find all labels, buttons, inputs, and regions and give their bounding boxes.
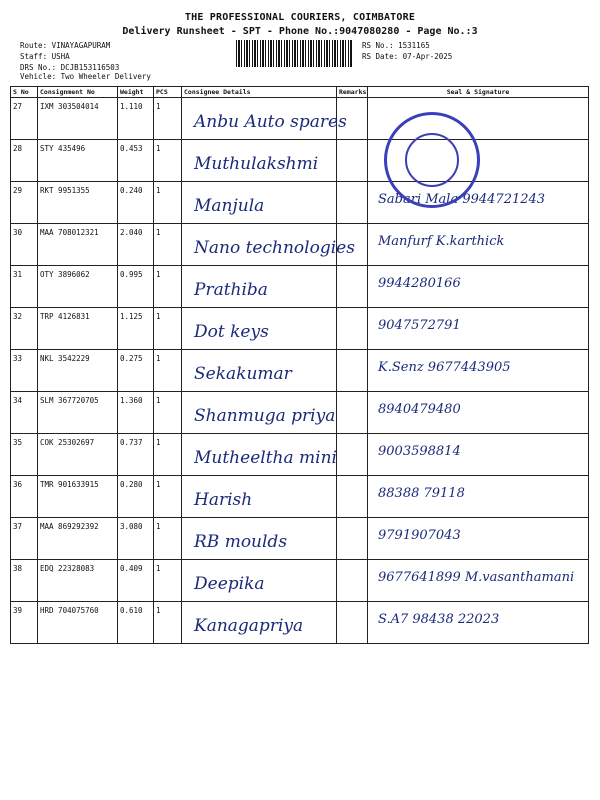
cell-consignee — [182, 476, 337, 518]
cell-remarks — [337, 266, 368, 308]
col-consignee: Consignee Details — [182, 87, 337, 98]
cell-remarks — [337, 476, 368, 518]
table-row — [11, 140, 589, 182]
cell-consignee — [182, 308, 337, 350]
cell-signature — [368, 518, 589, 560]
cell-consignment: COK 25302697 — [38, 434, 118, 476]
cell-pcs: 1 — [154, 434, 182, 476]
cell-pcs: 1 — [154, 224, 182, 266]
cell-remarks — [337, 434, 368, 476]
cell-consignment: MAA 869292392 — [38, 518, 118, 560]
table-row — [11, 476, 589, 518]
handwritten-signature: 9047572791 — [378, 318, 461, 333]
cell-consignee — [182, 392, 337, 434]
cell-signature — [368, 476, 589, 518]
cell-weight: 3.080 — [118, 518, 154, 560]
col-sno: S No — [11, 87, 38, 98]
cell-consignment: TRP 4126831 — [38, 308, 118, 350]
handwritten-consignee: Kanagapriya — [194, 616, 304, 636]
company-title: THE PROFESSIONAL COURIERS, COIMBATORE — [184, 12, 416, 23]
cell-consignee — [182, 140, 337, 182]
cell-signature — [368, 266, 589, 308]
cell-weight: 0.453 — [118, 140, 154, 182]
cell-pcs: 1 — [154, 476, 182, 518]
cell-signature — [368, 392, 589, 434]
runsheet-meta-right — [362, 40, 452, 62]
cell-remarks — [337, 140, 368, 182]
cell-consignee — [182, 518, 337, 560]
handwritten-consignee: Nano technologies — [194, 238, 355, 258]
cell-remarks — [337, 182, 368, 224]
cell-consignee — [182, 350, 337, 392]
cell-consignee — [182, 266, 337, 308]
cell-pcs: 1 — [154, 140, 182, 182]
barcode — [236, 40, 352, 67]
cell-pcs: 1 — [154, 350, 182, 392]
handwritten-consignee: Anbu Auto spares — [194, 112, 347, 132]
cell-sno: 37 — [11, 518, 38, 560]
handwritten-signature: 9003598814 — [378, 444, 461, 459]
cell-sno: 38 — [11, 560, 38, 602]
cell-remarks — [337, 518, 368, 560]
company-seal-stamp — [384, 112, 480, 208]
cell-sno: 31 — [11, 266, 38, 308]
handwritten-consignee: Shanmuga priya — [194, 406, 336, 426]
cell-remarks — [337, 392, 368, 434]
cell-remarks — [337, 308, 368, 350]
runsheet-subtitle: Delivery Runsheet - SPT - Phone No.:9047080280 - Page No.:3 — [122, 26, 478, 37]
handwritten-consignee: Muthulakshmi — [194, 154, 319, 174]
handwritten-signature: Sabari Mala 9944721243 — [378, 192, 546, 207]
cell-pcs: 1 — [154, 308, 182, 350]
drs-label: DRS No.: DCJB153116503 — [20, 63, 120, 72]
cell-consignment: RKT 9951355 — [38, 182, 118, 224]
cell-pcs: 1 — [154, 560, 182, 602]
table-row — [11, 182, 589, 224]
cell-sno: 35 — [11, 434, 38, 476]
handwritten-consignee: Mutheeltha mini — [194, 448, 337, 468]
cell-consignment: EDQ 22328083 — [38, 560, 118, 602]
cell-sno: 36 — [11, 476, 38, 518]
cell-weight: 0.995 — [118, 266, 154, 308]
col-remarks: Remarks — [337, 87, 368, 98]
cell-pcs: 1 — [154, 98, 182, 140]
table-row — [11, 308, 589, 350]
cell-remarks — [337, 602, 368, 644]
handwritten-signature: S.A7 98438 22023 — [378, 612, 500, 627]
cell-consignment: MAA 708012321 — [38, 224, 118, 266]
cell-consignee — [182, 182, 337, 224]
handwritten-consignee: Prathiba — [194, 280, 268, 300]
cell-consignee — [182, 602, 337, 644]
table-row — [11, 350, 589, 392]
cell-signature — [368, 434, 589, 476]
handwritten-consignee: Sekakumar — [194, 364, 292, 384]
cell-consignment: STY 435496 — [38, 140, 118, 182]
cell-pcs: 1 — [154, 392, 182, 434]
cell-signature — [368, 308, 589, 350]
table-row — [11, 98, 589, 140]
cell-signature — [368, 560, 589, 602]
cell-signature — [368, 350, 589, 392]
cell-weight: 0.240 — [118, 182, 154, 224]
seal-inner-ring — [405, 133, 459, 187]
cell-sno: 33 — [11, 350, 38, 392]
col-signature: Seal & Signature — [368, 87, 589, 98]
table-row — [11, 602, 589, 644]
handwritten-signature: 9944280166 — [378, 276, 461, 291]
cell-weight: 1.110 — [118, 98, 154, 140]
handwritten-consignee: Deepika — [194, 574, 265, 594]
table-row — [11, 392, 589, 434]
cell-consignee — [182, 560, 337, 602]
cell-sno: 32 — [11, 308, 38, 350]
cell-sno: 29 — [11, 182, 38, 224]
cell-consignment: IXM 303504014 — [38, 98, 118, 140]
cell-weight: 1.360 — [118, 392, 154, 434]
route-label: Route: VINAYAGAPURAM — [20, 41, 111, 50]
cell-pcs: 1 — [154, 518, 182, 560]
cell-remarks — [337, 560, 368, 602]
cell-pcs: 1 — [154, 182, 182, 224]
col-weight: Weight — [118, 87, 154, 98]
rs-number: RS No.: 1531165 — [362, 41, 430, 50]
handwritten-consignee: Dot keys — [194, 322, 269, 342]
cell-weight: 0.280 — [118, 476, 154, 518]
table-header-row — [11, 87, 589, 98]
handwritten-signature: 8940479480 — [378, 402, 461, 417]
cell-consignment: HRD 704075760 — [38, 602, 118, 644]
cell-weight: 0.737 — [118, 434, 154, 476]
cell-consignee — [182, 224, 355, 266]
handwritten-signature: K.Senz 9677443905 — [378, 360, 511, 375]
cell-consignment: SLM 367720705 — [38, 392, 118, 434]
cell-pcs: 1 — [154, 266, 182, 308]
cell-sno: 30 — [11, 224, 38, 266]
cell-sno: 27 — [11, 98, 38, 140]
cell-remarks — [337, 350, 368, 392]
cell-signature — [368, 602, 589, 644]
cell-sno: 39 — [11, 602, 38, 644]
handwritten-signature: 9677641899 M.vasanthamani — [378, 570, 575, 585]
handwritten-signature: 9791907043 — [378, 528, 461, 543]
cell-sno: 28 — [11, 140, 38, 182]
delivery-table — [10, 86, 589, 644]
rs-date: RS Date: 07-Apr-2025 — [362, 52, 453, 61]
cell-consignment: TMR 901633915 — [38, 476, 118, 518]
col-pcs: PCS — [154, 87, 182, 98]
handwritten-signature: 88388 79118 — [378, 486, 465, 501]
cell-weight: 0.409 — [118, 560, 154, 602]
handwritten-consignee: RB moulds — [194, 532, 288, 552]
table-row — [11, 518, 589, 560]
table-row — [11, 560, 589, 602]
table-row — [11, 266, 589, 308]
cell-sno: 34 — [11, 392, 38, 434]
table-row — [11, 224, 589, 266]
handwritten-consignee: Manjula — [194, 196, 265, 216]
staff-label: Staff: USHA — [20, 52, 70, 61]
cell-consignment: OTY 3896062 — [38, 266, 118, 308]
col-consignment: Consignment No — [38, 87, 118, 98]
cell-consignee — [182, 434, 337, 476]
cell-weight: 0.275 — [118, 350, 154, 392]
cell-signature — [368, 224, 589, 266]
handwritten-signature: Manfurf K.karthick — [378, 234, 505, 249]
cell-weight: 2.040 — [118, 224, 154, 266]
cell-weight: 0.610 — [118, 602, 154, 644]
vehicle-label: Vehicle: Two Wheeler Delivery — [20, 72, 151, 81]
table-row — [11, 434, 589, 476]
cell-pcs: 1 — [154, 602, 182, 644]
runsheet-meta-left — [20, 40, 119, 73]
handwritten-consignee: Harish — [194, 490, 253, 510]
cell-consignment: NKL 3542229 — [38, 350, 118, 392]
cell-weight: 1.125 — [118, 308, 154, 350]
cell-consignee — [182, 98, 347, 140]
